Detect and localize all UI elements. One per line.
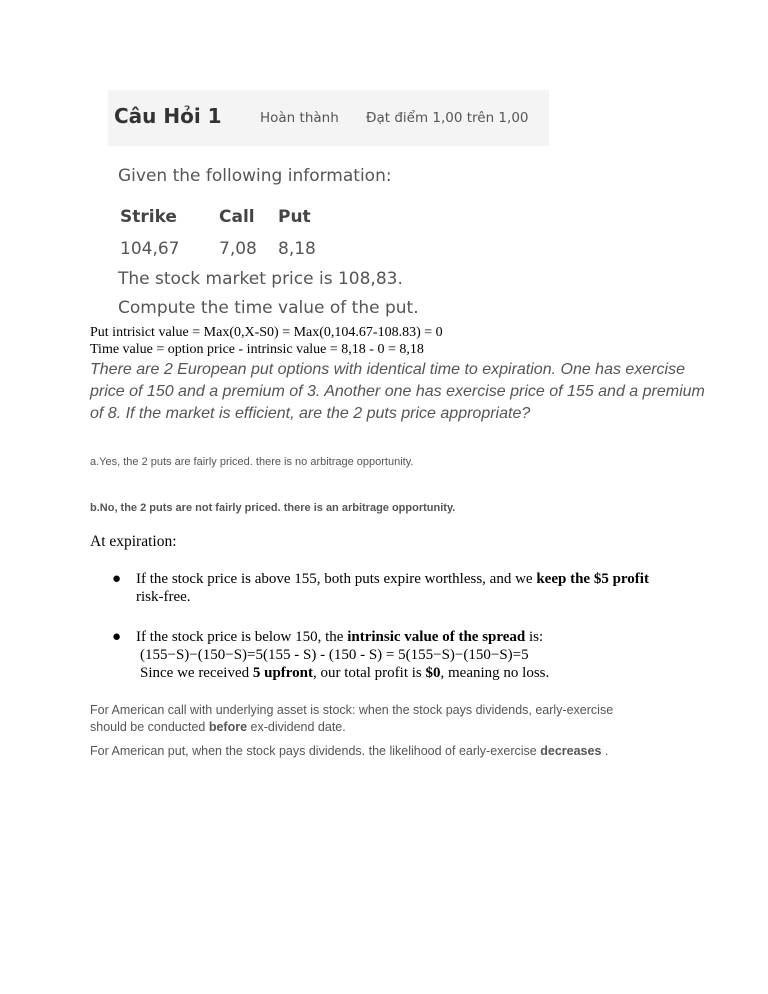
before-bold: before (208, 720, 248, 734)
bullet1-text: If the stock price is above 155, both puts expire worthless, and we (136, 571, 537, 587)
profit-line-mid: , our total profit is (313, 665, 426, 681)
bullet1-bold: keep the $5 profit (536, 571, 649, 587)
profit-line-bold-zero: $0 (425, 665, 441, 681)
put-intrinsic-value-line: Put intrisict value = Max(0,X-S0) = Max(0,104.67-108.83) = 0 (90, 325, 443, 340)
profit-line-post: , meaning no loss. (440, 665, 550, 681)
table-cell-strike: 104,67 (120, 239, 180, 259)
explanation-bullet-list-2 (112, 628, 549, 682)
table-cell-put: 8,18 (278, 239, 316, 259)
question-status: Hoàn thành (260, 110, 339, 126)
bullet-above-155 (112, 570, 649, 606)
american-call-note-line-2: should be conducted before ex-dividend date. (90, 720, 346, 734)
profit-line-bold-upfront: 5 upfront (252, 665, 314, 681)
american-call-note-line-1: For American call with underlying asset is stock: when the stock pays dividends, early-exercise (90, 703, 614, 717)
explanation-heading: At expiration: (90, 533, 177, 550)
question-header (108, 90, 549, 147)
explanation-bullet-list (112, 570, 649, 606)
stock-price-text: The stock market price is 108,83. (118, 269, 403, 289)
question2-line-3: of 8. If the market is efficient, are the 2 puts price appropriate? (90, 405, 531, 422)
profit-line-pre: Since we received (140, 665, 253, 681)
table-header-call: Call (219, 207, 255, 227)
question-intro: Given the following information: (118, 166, 392, 186)
table-cell-call: 7,08 (219, 239, 257, 259)
question-prompt: Compute the time value of the put. (118, 298, 419, 318)
question-body (108, 146, 549, 330)
bullet2-text: If the stock price is below 150, the (136, 629, 348, 645)
american-put-note: For American put, when the stock pays dividends. the likelihood of early-exercise decreases . (90, 744, 609, 758)
bullet2-bold: intrinsic value of the spread (347, 629, 526, 645)
question2-line-2: price of 150 and a premium of 3. Another one has exercise price of 155 and a premium (90, 383, 705, 400)
bullet2-text-end: is: (525, 629, 544, 645)
bullet-dot-icon: ● (112, 571, 122, 587)
question-title: Câu Hỏi 1 (114, 104, 222, 128)
option-a: a.Yes, the 2 puts are fairly priced. there is no arbitrage opportunity. (90, 456, 414, 468)
table-header-put: Put (278, 207, 311, 227)
bullet1-text-end: risk-free. (136, 589, 191, 605)
option-b: b.No, the 2 puts are not fairly priced. there is an arbitrage opportunity. (90, 502, 456, 514)
question-screenshot (108, 90, 549, 330)
bullet-dot-icon: ● (112, 629, 122, 645)
question-grade: Đạt điểm 1,00 trên 1,00 (366, 110, 529, 126)
decreases-bold: decreases (540, 744, 602, 758)
time-value-line: Time value = option price - intrinsic value = 8,18 - 0 = 8,18 (90, 342, 424, 357)
table-header-strike: Strike (120, 207, 177, 227)
spread-formula: (155−S)−(150−S)=5(155 - S) - (150 - S) = 5(155−S)−(150−S)=5 (140, 647, 529, 663)
bullet-below-150 (112, 628, 549, 682)
question2-line-1: There are 2 European put options with identical time to expiration. One has exercise (90, 361, 685, 378)
